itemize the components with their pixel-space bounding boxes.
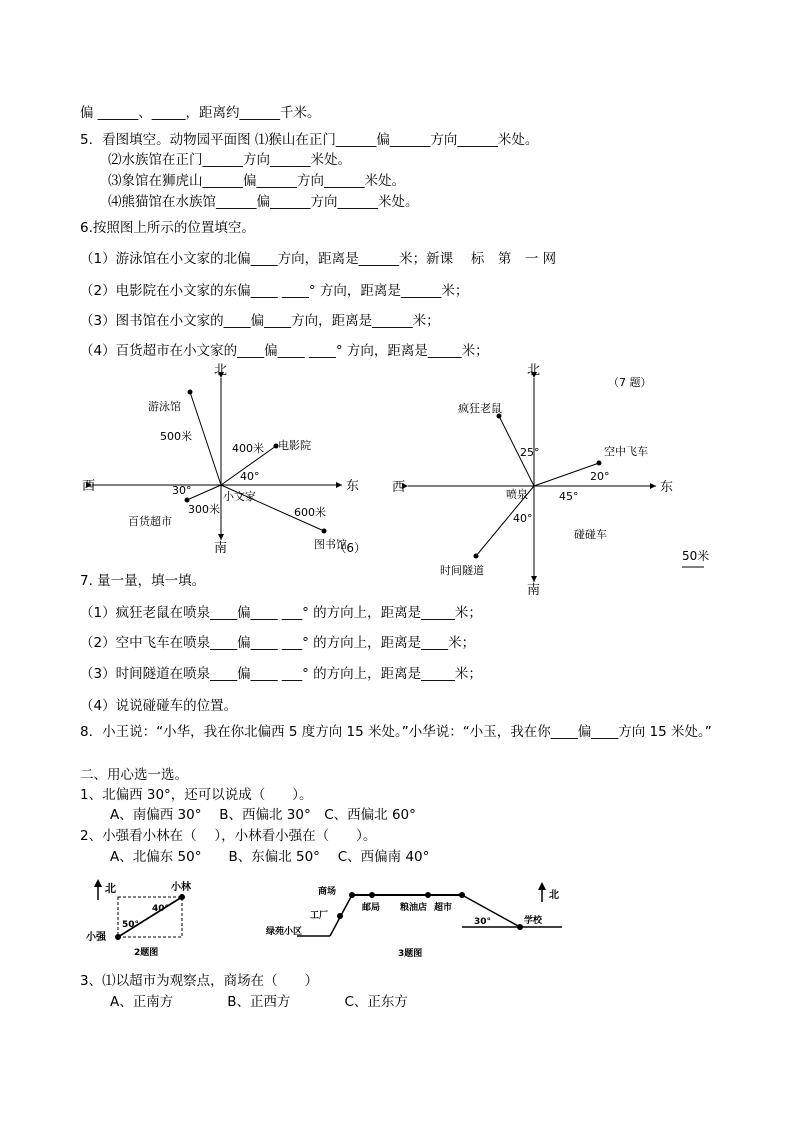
lin-point: [179, 894, 185, 900]
cinema-angle: 40°: [240, 470, 260, 483]
fig7-east-label: 东: [660, 480, 674, 495]
fig7-west-label: 西: [392, 480, 406, 495]
fig6-caption: （6）: [334, 541, 366, 555]
question-6-item-1: （1）游泳馆在小文家的北偏____方向，距离是______米；新课 标 第 一 网: [80, 251, 557, 267]
figure-7-compass-diagram: [388, 360, 718, 600]
question-6-title: 6.按照图上所示的位置填空。: [80, 220, 255, 236]
question-8: 8．小王说：“小华，我在你北偏西 5 度方向 15 米处。”小华说：“小玉，我在你____偏____方向 15 米处。”: [80, 724, 712, 740]
line-to-swim: [190, 392, 221, 485]
fig2-angle-40: 40°: [152, 904, 170, 914]
fig6-west-label: 西: [82, 479, 96, 494]
flyer-angle: 20°: [590, 470, 610, 483]
fig3-north-head: [538, 882, 546, 890]
mouse-angle: 25°: [520, 446, 540, 459]
fig2-north-label: 北: [105, 882, 116, 895]
lin-label: 小林: [171, 882, 191, 893]
choice-2-question: 2、小强看小林在（ ），小林看小强在（ ）。: [80, 828, 377, 844]
mall-point: [349, 892, 355, 898]
fig6-north-label: 北: [214, 363, 228, 378]
market-point: [459, 892, 465, 898]
choice-1-options: A、南偏西 30° B、西偏北 30° C、西偏北 60°: [110, 807, 416, 823]
bumper-label: 碰碰车: [574, 528, 607, 541]
mouse-label: 疯狂老鼠: [458, 402, 502, 415]
fig3-north-label: 北: [549, 890, 559, 901]
tunnel-label: 时间隧道: [440, 564, 484, 577]
qiang-label: 小强: [86, 932, 106, 943]
fig2-angle-50: 50°: [122, 920, 140, 930]
factory-label: 工厂: [310, 911, 329, 921]
line-0: 偏 ______、_____，距离约______千米。: [80, 105, 321, 121]
question-7-item-3: （3）时间隧道在喷泉____偏____ ___° 的方向上，距离是_____米；: [80, 666, 482, 682]
fig6-east-label: 东: [346, 479, 360, 494]
shop-label: 百货超市: [128, 515, 172, 528]
market-label: 超市: [434, 903, 453, 913]
school-label: 学校: [524, 916, 543, 926]
fig3-angle-30: 30°: [474, 917, 492, 927]
home-label: 小文家: [223, 490, 256, 503]
fig3-caption: 3题图: [398, 949, 423, 959]
fig2-caption: 2题图: [134, 948, 159, 958]
factory-point: [337, 913, 343, 919]
figure-3-route-map: [262, 878, 572, 963]
cinema-distance: 400米: [232, 442, 264, 455]
question-7-item-4: （4）说说碰碰车的位置。: [80, 698, 238, 714]
mall-label: 商场: [318, 887, 337, 897]
fig6-south-label: 南: [214, 541, 228, 556]
school-point: [517, 924, 523, 930]
grain-point: [425, 892, 431, 898]
choice-2-options: A、北偏东 50° B、东偏北 50° C、西偏南 40°: [110, 849, 430, 865]
line-to-shop: [187, 485, 221, 500]
question-5-line-2: ⑵水族馆在正门______方向______米处。: [108, 152, 351, 168]
scale-label: 50米: [682, 549, 710, 563]
question-6-item-4: （4）百货超市在小文家的____偏____ ____° 方向，距离是_____米；: [80, 343, 489, 359]
choice-1-question: 1、北偏西 30°，还可以说成（ ）。: [80, 787, 313, 803]
north-arrow-head: [94, 879, 102, 887]
qiang-point: [115, 934, 121, 940]
garden-label: 绿苑小区: [266, 927, 303, 937]
question-6-item-3: （3）图书馆在小文家的____偏____方向，距离是______米；: [80, 313, 440, 329]
swim-label: 游泳馆: [148, 400, 181, 413]
grain-label: 粮油店: [400, 903, 428, 913]
question-7-item-2: （2）空中飞车在喷泉____偏____ ___° 的方向上，距离是____米；: [80, 635, 476, 651]
fig7-north-label: 北: [527, 363, 541, 378]
choice-3-options: A、正南方 B、正西方 C、正东方: [110, 994, 408, 1010]
swim-distance: 500米: [160, 430, 192, 443]
question-5-line-1: 5．看图填空。动物园平面图 ⑴猴山在正门______偏______方向______米处。: [80, 132, 539, 148]
shop-angle: 30°: [172, 484, 192, 497]
question-5-line-4: ⑷熊猫馆在水族馆______偏______方向______米处。: [108, 194, 419, 210]
library-distance: 600米: [294, 506, 326, 519]
shop-point: [185, 498, 190, 503]
question-6-item-2: （2）电影院在小文家的东偏____ ____° 方向，距离是______米；: [80, 283, 469, 299]
library-point: [322, 529, 327, 534]
shop-distance: 300米: [188, 503, 220, 516]
figure-6-compass-diagram: [80, 360, 370, 560]
tunnel-angle: 40°: [513, 512, 533, 525]
library-label: 图书馆: [314, 538, 347, 551]
fig7-south-label: 南: [527, 583, 541, 598]
figure-2-diagram: [86, 875, 206, 960]
cinema-label: 电影院: [278, 439, 311, 452]
bumper-angle: 45°: [559, 490, 579, 503]
swim-point: [188, 390, 193, 395]
question-7-title: 7. 量一量，填一填。: [80, 573, 206, 589]
flyer-label: 空中飞车: [604, 445, 648, 458]
post-point: [369, 892, 375, 898]
qiang-lin-line: [118, 897, 182, 937]
choice-3-question: 3、⑴以超市为观察点，商场在（ ）: [80, 973, 319, 989]
fig7-caption: （7 题）: [608, 376, 652, 389]
fountain-label: 喷泉: [506, 488, 528, 501]
tunnel-point: [474, 554, 479, 559]
flyer-point: [597, 461, 602, 466]
section-two-title: 二、用心选一选。: [80, 767, 188, 783]
question-5-line-3: ⑶象馆在狮虎山______偏______方向______米处。: [108, 173, 405, 189]
question-7-item-1: （1）疯狂老鼠在喷泉____偏____ ___° 的方向上，距离是_____米；: [80, 605, 482, 621]
post-label: 邮局: [362, 903, 381, 913]
